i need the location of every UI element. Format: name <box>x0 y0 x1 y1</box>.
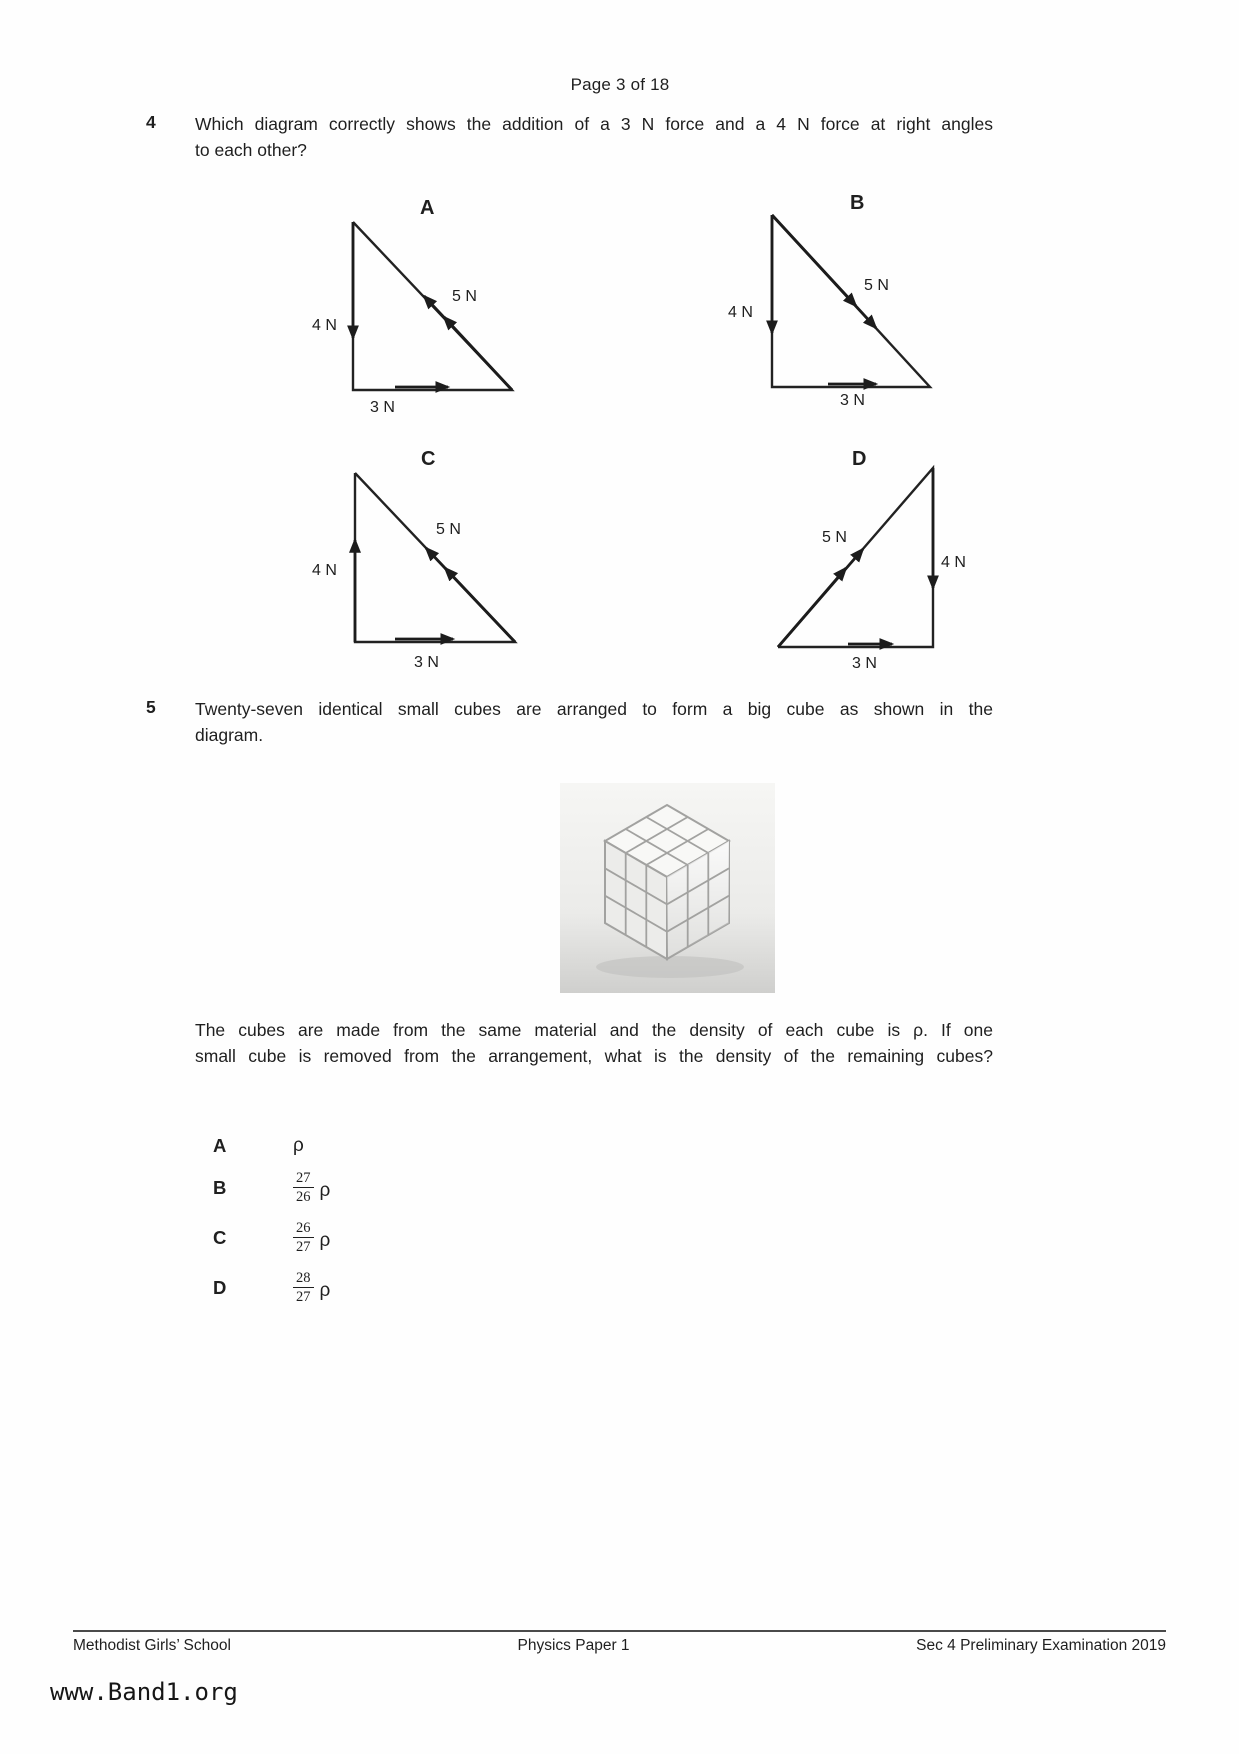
diagram-d-label: D <box>852 448 867 470</box>
option-c-fraction <box>293 1220 314 1255</box>
footer-school: Methodist Girls’ School <box>73 1637 231 1654</box>
footer-rule <box>73 1630 1166 1632</box>
force-5n-label: 5 N <box>436 521 461 538</box>
force-5n-label: 5 N <box>864 277 889 294</box>
force-3n-label: 3 N <box>414 654 439 671</box>
fraction-denominator: 27 <box>296 1289 311 1305</box>
fraction-denominator: 26 <box>296 1189 311 1205</box>
question-4-number: 4 <box>146 112 156 132</box>
fraction-numerator: 26 <box>293 1220 314 1238</box>
question-5-body-line1: The cubes are made from the same material and the density of each cube is ρ. If one <box>195 1020 993 1040</box>
question-5-intro <box>195 697 993 748</box>
force-4n-label: 4 N <box>728 304 753 321</box>
force-4n-label: 4 N <box>941 554 966 571</box>
diagram-c-label: C <box>421 448 436 470</box>
option-a <box>213 1135 304 1157</box>
question-5-body-line2: small cube is removed from the arrangement, what is the density of the remaining cubes? <box>195 1045 993 1066</box>
question-5-number: 5 <box>146 697 156 717</box>
footer <box>73 1637 1166 1655</box>
question-5-intro-line1: Twenty-seven identical small cubes are arranged to form a big cube as shown in the <box>195 699 993 719</box>
option-c <box>213 1220 330 1255</box>
force-arrows <box>355 540 515 642</box>
fraction-numerator: 28 <box>293 1270 314 1288</box>
fraction-denominator: 27 <box>296 1239 311 1255</box>
question-4-line2: to each other? <box>195 139 307 160</box>
force-arrows <box>772 215 876 384</box>
option-c-rho: ρ <box>319 1229 331 1251</box>
diagram-a-label: A <box>420 197 435 219</box>
question-4-text <box>195 112 993 163</box>
option-b <box>213 1170 330 1205</box>
watermark-url: www.Band1.org <box>50 1678 238 1706</box>
option-a-letter: A <box>213 1135 227 1156</box>
footer-exam: Sec 4 Preliminary Examination 2019 <box>916 1637 1166 1654</box>
question-4-line1: Which diagram correctly shows the addition of a 3 N force and a 4 N force at right angles <box>195 114 993 134</box>
diagram-a-force-triangle <box>290 170 520 420</box>
question-5-intro-line2: diagram. <box>195 724 264 745</box>
option-a-value: ρ <box>293 1135 304 1156</box>
force-5n-label: 5 N <box>822 529 847 546</box>
option-d-rho: ρ <box>319 1279 331 1301</box>
diagram-c-force-triangle <box>290 420 530 680</box>
footer-paper: Physics Paper 1 <box>517 1637 630 1654</box>
option-d <box>213 1270 330 1305</box>
fraction-numerator: 27 <box>293 1170 314 1188</box>
option-b-rho: ρ <box>319 1179 331 1201</box>
force-4n-label: 4 N <box>312 317 337 334</box>
diagram-b-label: B <box>850 192 865 214</box>
force-5n-label: 5 N <box>452 288 477 305</box>
page-number-header: Page 3 of 18 <box>570 75 670 94</box>
option-c-letter: C <box>213 1226 227 1248</box>
question-5-body <box>195 1018 993 1069</box>
option-b-fraction <box>293 1170 314 1205</box>
cube-shadow <box>596 956 744 978</box>
diagram-d-force-triangle <box>700 420 980 685</box>
cube-photo <box>560 783 775 993</box>
option-d-letter: D <box>213 1276 227 1298</box>
force-4n-label: 4 N <box>312 562 337 579</box>
diagram-b-force-triangle <box>700 165 940 420</box>
force-3n-label: 3 N <box>840 392 865 409</box>
option-b-letter: B <box>213 1176 227 1198</box>
force-3n-label: 3 N <box>852 655 877 672</box>
force-3n-label: 3 N <box>370 399 395 416</box>
option-d-fraction <box>293 1270 314 1305</box>
